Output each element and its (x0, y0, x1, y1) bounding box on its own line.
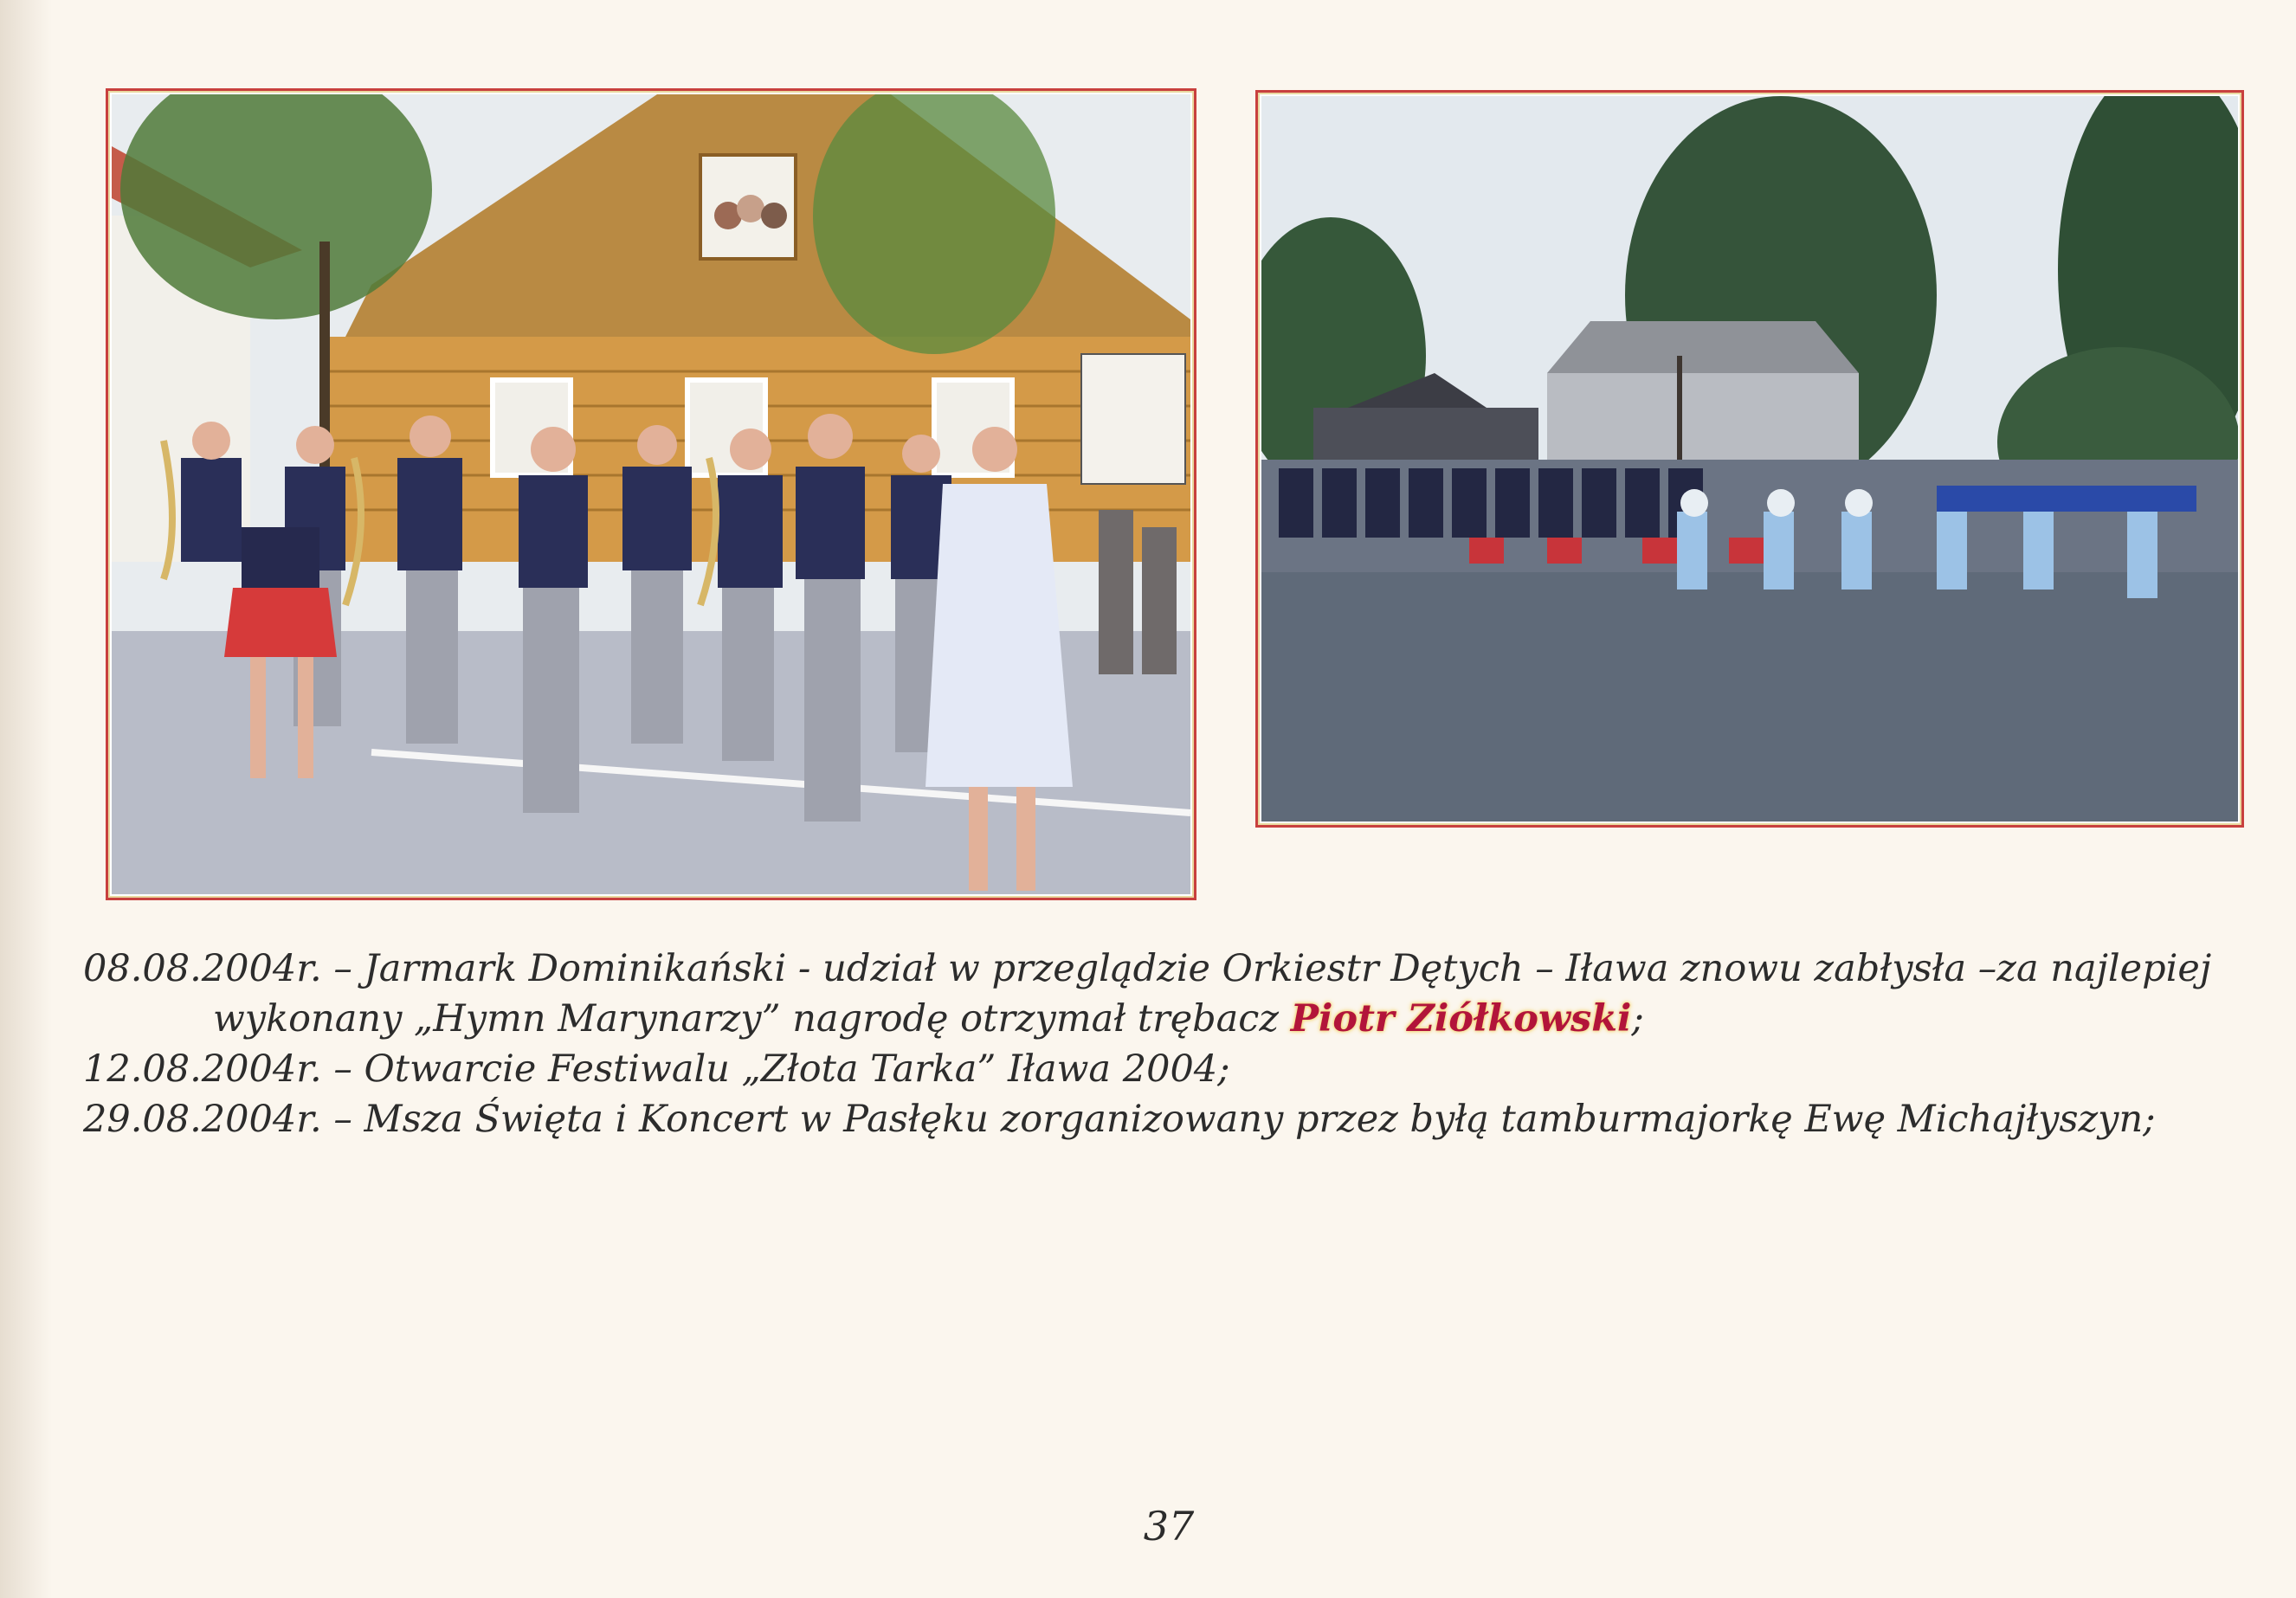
entry-2004-08-12 (83, 1044, 2248, 1094)
entry-2004-08-08 (83, 944, 2248, 994)
page-number: 37 (1143, 1503, 1195, 1550)
caption-text (83, 944, 2248, 1144)
entry-text: 12.08.2004r. – Otwarcie Festiwalu „Złota Tarka” Iława 2004; (83, 1047, 1230, 1091)
entry-punctuation: ; (1631, 997, 1644, 1041)
parade-square-photo (1255, 90, 2244, 828)
entry-2004-08-29 (83, 1094, 2248, 1144)
band-street-photo-image (112, 94, 1190, 894)
highlighted-name: Piotr Ziółkowski (1290, 997, 1632, 1041)
entry-text: 08.08.2004r. – Jarmark Dominikański - udział w przeglądzie Orkiestr Dętych – Iława znowu zabłysła –za najlepiej (83, 947, 2212, 990)
entry-text: wykonany „Hymn Marynarzy” nagrodę otrzymał trębacz (213, 997, 1291, 1041)
entry-text: 29.08.2004r. – Msza Święta i Koncert w Pasłęku zorganizowany przez byłą tamburmajorkę Ewę Michajłyszyn; (83, 1098, 2156, 1141)
band-street-photo (106, 88, 1196, 900)
parade-square-photo-image (1261, 96, 2238, 822)
entry-2004-08-08-continued (83, 994, 2248, 1044)
page-binding-shadow (0, 0, 52, 1598)
